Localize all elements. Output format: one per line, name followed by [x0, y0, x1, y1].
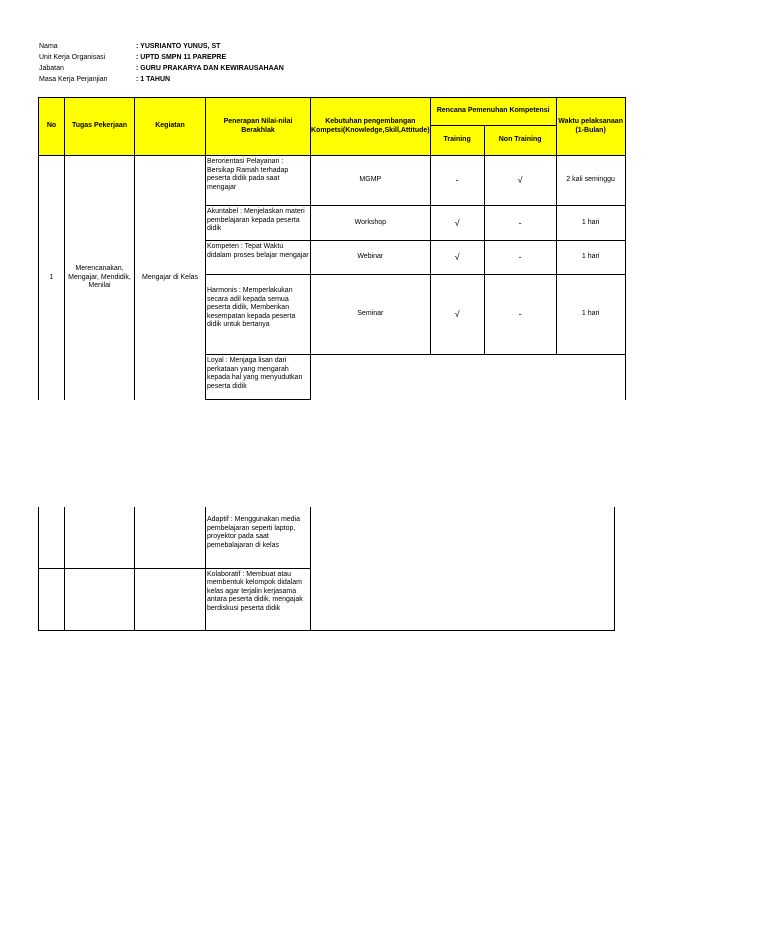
cell-penerapan: Kolaboratif : Membuat atau membentuk kelompok didalam kelas agar terjalin kerjasama antara peserta didik, mengajak berdiskusi peserta didik — [206, 568, 311, 630]
cell-penerapan: Kompeten : Tepat Waktu didalam proses belajar mengajar — [206, 241, 311, 275]
cell-tugas: Merencanakan, Mengajar, Mendidik, Menilai — [65, 156, 135, 400]
cell-kegiatan — [135, 507, 206, 568]
cell-no — [39, 568, 65, 630]
info-row-masa-kerja — [39, 74, 284, 85]
empty-cell — [311, 568, 615, 630]
cell-penerapan: Adaptif : Menggunakan media pembelajaran seperti laptop, proyektor pada saat pemebalajaran di kelas — [206, 507, 311, 568]
info-row-nama — [39, 41, 284, 52]
empty-cell — [311, 355, 626, 400]
cell-kebutuhan: Seminar — [311, 275, 431, 355]
employee-info — [39, 41, 284, 85]
cell-waktu: 1 hari — [556, 241, 625, 275]
cell-kegiatan: Mengajar di Kelas — [135, 156, 206, 400]
info-label: Unit Kerja Organisasi — [39, 54, 106, 61]
cell-non-training: - — [484, 275, 556, 355]
cell-non-training: - — [484, 206, 556, 241]
cell-kebutuhan: MGMP — [311, 156, 431, 206]
header-non-training: Non Training — [484, 126, 556, 156]
info-label: Nama — [39, 43, 58, 50]
cell-training: √ — [430, 275, 484, 355]
empty-cell — [311, 507, 615, 568]
cell-non-training: - — [484, 241, 556, 275]
cell-training: - — [430, 156, 484, 206]
cell-penerapan: Akuntabel : Menjelaskan materi pembelajaran kepada peserta didik — [206, 206, 311, 241]
header-training: Training — [430, 126, 484, 156]
cell-training: √ — [430, 206, 484, 241]
cell-waktu: 1 hari — [556, 206, 625, 241]
info-label: Masa Kerja Perjanjian — [39, 76, 108, 83]
cell-non-training: √ — [484, 156, 556, 206]
info-value: : UPTD SMPN 11 PAREPRE — [136, 54, 227, 61]
cell-penerapan: Berorientasi Pelayanan : Bersikap Ramah terhadap peserta didik pada saat mengajar — [206, 156, 311, 206]
cell-kebutuhan: Webinar — [311, 241, 431, 275]
competency-table — [38, 97, 626, 400]
info-row-jabatan — [39, 63, 284, 74]
header-rencana: Rencana Pemenuhan Kompetensi — [430, 98, 556, 126]
info-value: : 1 TAHUN — [136, 76, 171, 83]
info-label: Jabatan — [39, 65, 64, 72]
cell-training: √ — [430, 241, 484, 275]
info-row-unit — [39, 52, 284, 63]
cell-kebutuhan: Workshop — [311, 206, 431, 241]
header-penerapan: Penerapan Nilai-nilai Berakhlak — [206, 98, 311, 156]
info-value: : GURU PRAKARYA DAN KEWIRAUSAHAAN — [136, 65, 284, 72]
cell-no: 1 — [39, 156, 65, 400]
header-waktu: Waktu pelaksanaan (1-Bulan) — [556, 98, 625, 156]
header-tugas: Tugas Pekerjaan — [65, 98, 135, 156]
cell-no — [39, 507, 65, 568]
info-value: : YUSRIANTO YUNUS, ST — [136, 43, 221, 50]
cell-kegiatan — [135, 568, 206, 630]
header-no: No — [39, 98, 65, 156]
cell-waktu: 1 hari — [556, 275, 625, 355]
cell-tugas — [65, 507, 135, 568]
cell-tugas — [65, 568, 135, 630]
cell-penerapan: Loyal : Menjaga lisan dari perkataan yang mengarah kepada hal yang menyudutkan peserta didik — [206, 355, 311, 400]
header-kegiatan: Kegiatan — [135, 98, 206, 156]
cell-waktu: 2 kali seminggu — [556, 156, 625, 206]
competency-table-continued — [38, 507, 615, 631]
header-kebutuhan: Kebutuhan pengembangan Kompetsi(Knowledge,Skill,Attitude) — [311, 98, 431, 156]
cell-penerapan: Harmonis : Memperlakukan secara adil kepada semua peserta didik, Memberikan kesempatan kepada peserta didik untuk bertanya — [206, 275, 311, 355]
